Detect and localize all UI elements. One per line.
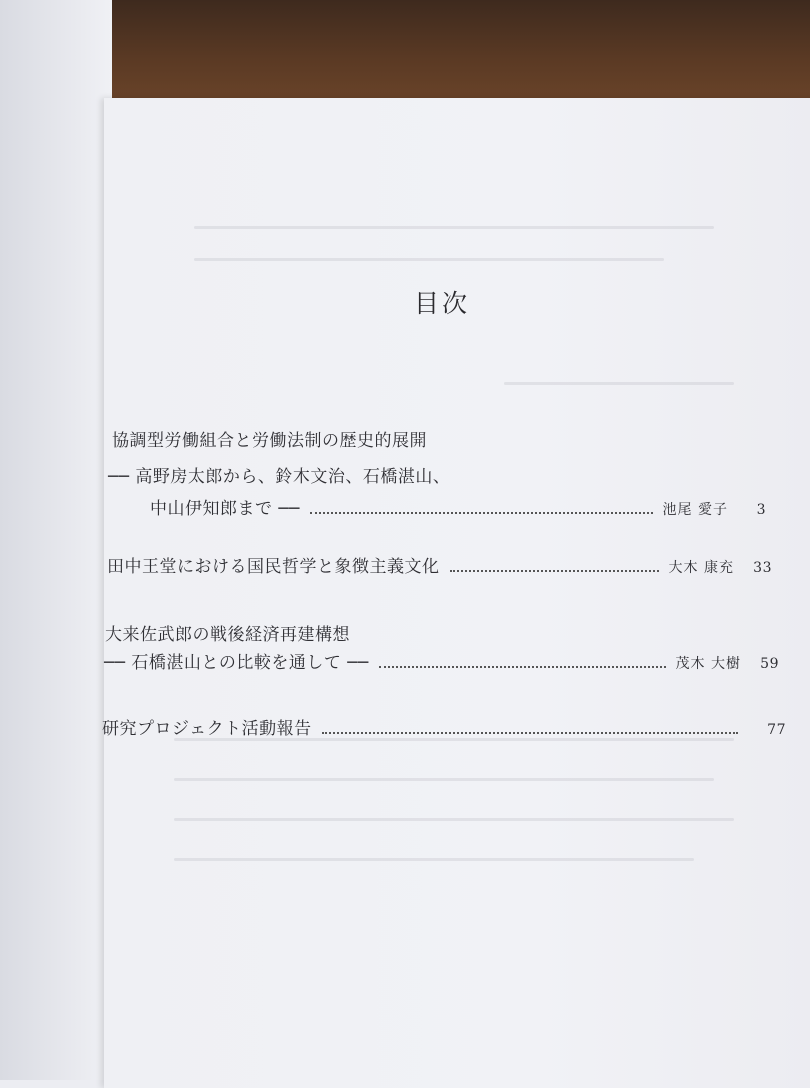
page-title: 目次 xyxy=(414,289,471,318)
show-through-text xyxy=(504,382,734,385)
toc-entry-3-author: 茂木 大樹 xyxy=(675,656,741,672)
toc-entry-1-subtitle: ── 高野房太郎から、鈴木文治、石橋湛山、 xyxy=(108,467,451,487)
show-through-text xyxy=(194,226,714,229)
toc-entry-2-page: 33 xyxy=(753,560,772,576)
dot-leader xyxy=(322,732,738,734)
show-through-text xyxy=(174,778,714,781)
toc-entry-3-row xyxy=(104,652,779,675)
toc-entry-3-subtitle: ── 石橋湛山との比較を通して ── xyxy=(104,653,369,673)
toc-entry-4-page: 77 xyxy=(767,722,786,738)
show-through-text xyxy=(174,858,694,861)
toc-entry-3-page: 59 xyxy=(760,656,779,672)
book-page xyxy=(104,98,810,1088)
left-page-edge xyxy=(0,0,112,1080)
show-through-text xyxy=(174,818,734,821)
toc-entry-4-row xyxy=(102,718,786,741)
toc-entry-2-row xyxy=(107,556,772,579)
dot-leader xyxy=(379,666,666,668)
toc-entry-1-row xyxy=(150,498,766,521)
toc-entry-1-title: 協調型労働組合と労働法制の歴史的展開 xyxy=(112,431,427,451)
toc-entry-1-author: 池尾 愛子 xyxy=(662,502,728,518)
dot-leader xyxy=(450,570,659,572)
wooden-table-background xyxy=(0,0,810,110)
toc-entry-2-title: 田中王堂における国民哲学と象徴主義文化 xyxy=(107,557,440,577)
toc-entry-1-subtitle-cont: 中山伊知郎まで ── xyxy=(150,499,300,519)
toc-entry-1-page: 3 xyxy=(756,502,766,518)
toc-entry-3-title: 大来佐武郎の戦後経済再建構想 xyxy=(105,625,350,645)
dot-leader xyxy=(310,512,653,514)
toc-entry-2-author: 大木 康充 xyxy=(668,560,734,576)
show-through-text xyxy=(194,258,664,261)
toc-entry-4-title: 研究プロジェクト活動報告 xyxy=(102,719,312,739)
